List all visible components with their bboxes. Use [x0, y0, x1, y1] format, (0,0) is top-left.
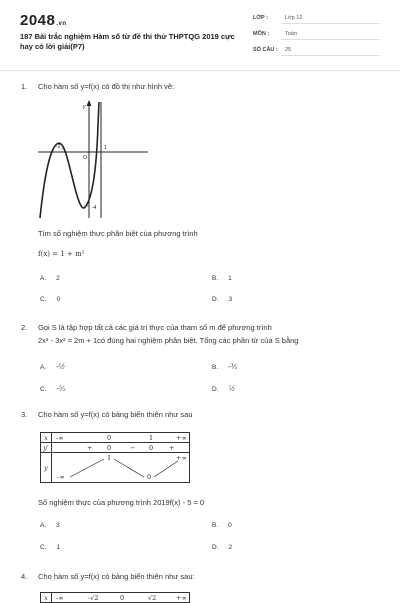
question-1-equation: f(x) = 1 + m² — [38, 250, 85, 258]
x-value: 0 — [107, 434, 112, 442]
q1-option-a[interactable]: A. 2 — [40, 275, 60, 282]
question-3-prompt: Số nghiệm thực của phương trình 2019f(x) - 5 = 0 — [38, 498, 205, 507]
q2-option-a[interactable]: A. -½ — [40, 363, 66, 371]
y-axis-arrow — [87, 100, 92, 106]
meta-question-count: SỐ CÂU : 25 — [253, 46, 380, 56]
q2-option-c[interactable]: C. -⁵⁄₂ — [40, 385, 66, 393]
question-3-text: Cho hàm số y=f(x) có bảng biến thiên như sau — [38, 410, 193, 419]
sign: + — [87, 444, 93, 452]
question-3-number: 3. — [21, 410, 28, 419]
variation-arrows — [52, 453, 190, 483]
question-1-number: 1. — [21, 82, 28, 91]
question-1-text: Cho hàm số y=f(x) có đồ thị như hình vẽ: — [38, 82, 175, 91]
sign: + — [169, 444, 175, 452]
q3-option-b[interactable]: B. 0 — [212, 522, 232, 529]
header-divider — [0, 70, 400, 71]
question-4-text: Cho hàm số y=f(x) có bảng biến thiên như sau: — [38, 572, 195, 581]
question-2-text-line2: 2x³ - 3x² = 2m + 1có đúng hai nghiệm phân biệt. Tổng các phần tử của S bằng — [38, 336, 299, 345]
q3-option-d[interactable]: D. 2 — [212, 544, 233, 551]
q3-option-c[interactable]: C. 1 — [40, 544, 61, 551]
y-value: -∞ — [57, 473, 65, 481]
x-tick-pos: 1 — [104, 145, 107, 151]
y-label: y — [83, 104, 86, 110]
table-derivative-header: y' — [41, 443, 52, 453]
x-value: 0 — [120, 594, 125, 602]
y-min-label: -4 — [92, 205, 97, 211]
table-y-header: y — [41, 453, 52, 483]
document-header — [0, 0, 400, 70]
y-value: 1 — [107, 454, 112, 462]
site-logo[interactable]: 2048.vn — [20, 12, 67, 29]
question-2-number: 2. — [21, 323, 28, 332]
x-value: +∞ — [176, 594, 187, 602]
q2-option-d[interactable]: D. ½ — [212, 385, 236, 393]
q1-option-b[interactable]: B. 1 — [212, 275, 232, 282]
arrow-up — [70, 459, 104, 477]
sign: − — [130, 444, 136, 452]
q3-option-a[interactable]: A. 3 — [40, 522, 60, 529]
table-x-header: x — [41, 593, 52, 603]
question-2-text: Gọi S là tập hợp tất cả các giá trị thực của tham số m để phương trình — [38, 323, 272, 332]
document-title: 187 Bài trắc nghiệm Hàm số từ đề thi thử THPTQG 2019 cực hay có lời giải(P7) — [20, 32, 235, 51]
q4-variation-table — [40, 592, 190, 603]
x-value: -√2 — [88, 594, 99, 602]
arrow-down — [114, 459, 144, 477]
q3-variation-table — [40, 432, 190, 483]
sign: 0 — [107, 444, 112, 452]
x-value: +∞ — [176, 434, 187, 442]
y-value: 0 — [147, 473, 152, 481]
y-value: +∞ — [176, 454, 187, 462]
arrow-up — [154, 461, 178, 477]
question-1-prompt: Tìm số nghiệm thực phân biệt của phương trình — [38, 229, 198, 238]
x-value: 1 — [149, 434, 154, 442]
table-x-header: x — [41, 433, 52, 443]
sign: 0 — [149, 444, 154, 452]
q1-option-d[interactable]: D. 3 — [212, 296, 233, 303]
q1-option-c[interactable]: C. 0 — [40, 296, 61, 303]
meta-class: LỚP : Lớp 12 — [253, 14, 380, 24]
x-tick-neg: -2 — [56, 144, 61, 150]
x-value: -∞ — [56, 594, 64, 602]
function-curve — [40, 102, 99, 218]
x-value: √2 — [148, 594, 157, 602]
q2-option-b[interactable]: B. -³⁄₂ — [212, 363, 238, 371]
question-1-graph — [38, 100, 148, 220]
question-4-number: 4. — [21, 572, 28, 581]
origin-label: O — [83, 155, 87, 161]
meta-subject: MÔN : Toán — [253, 30, 380, 40]
x-value: -∞ — [56, 434, 64, 442]
